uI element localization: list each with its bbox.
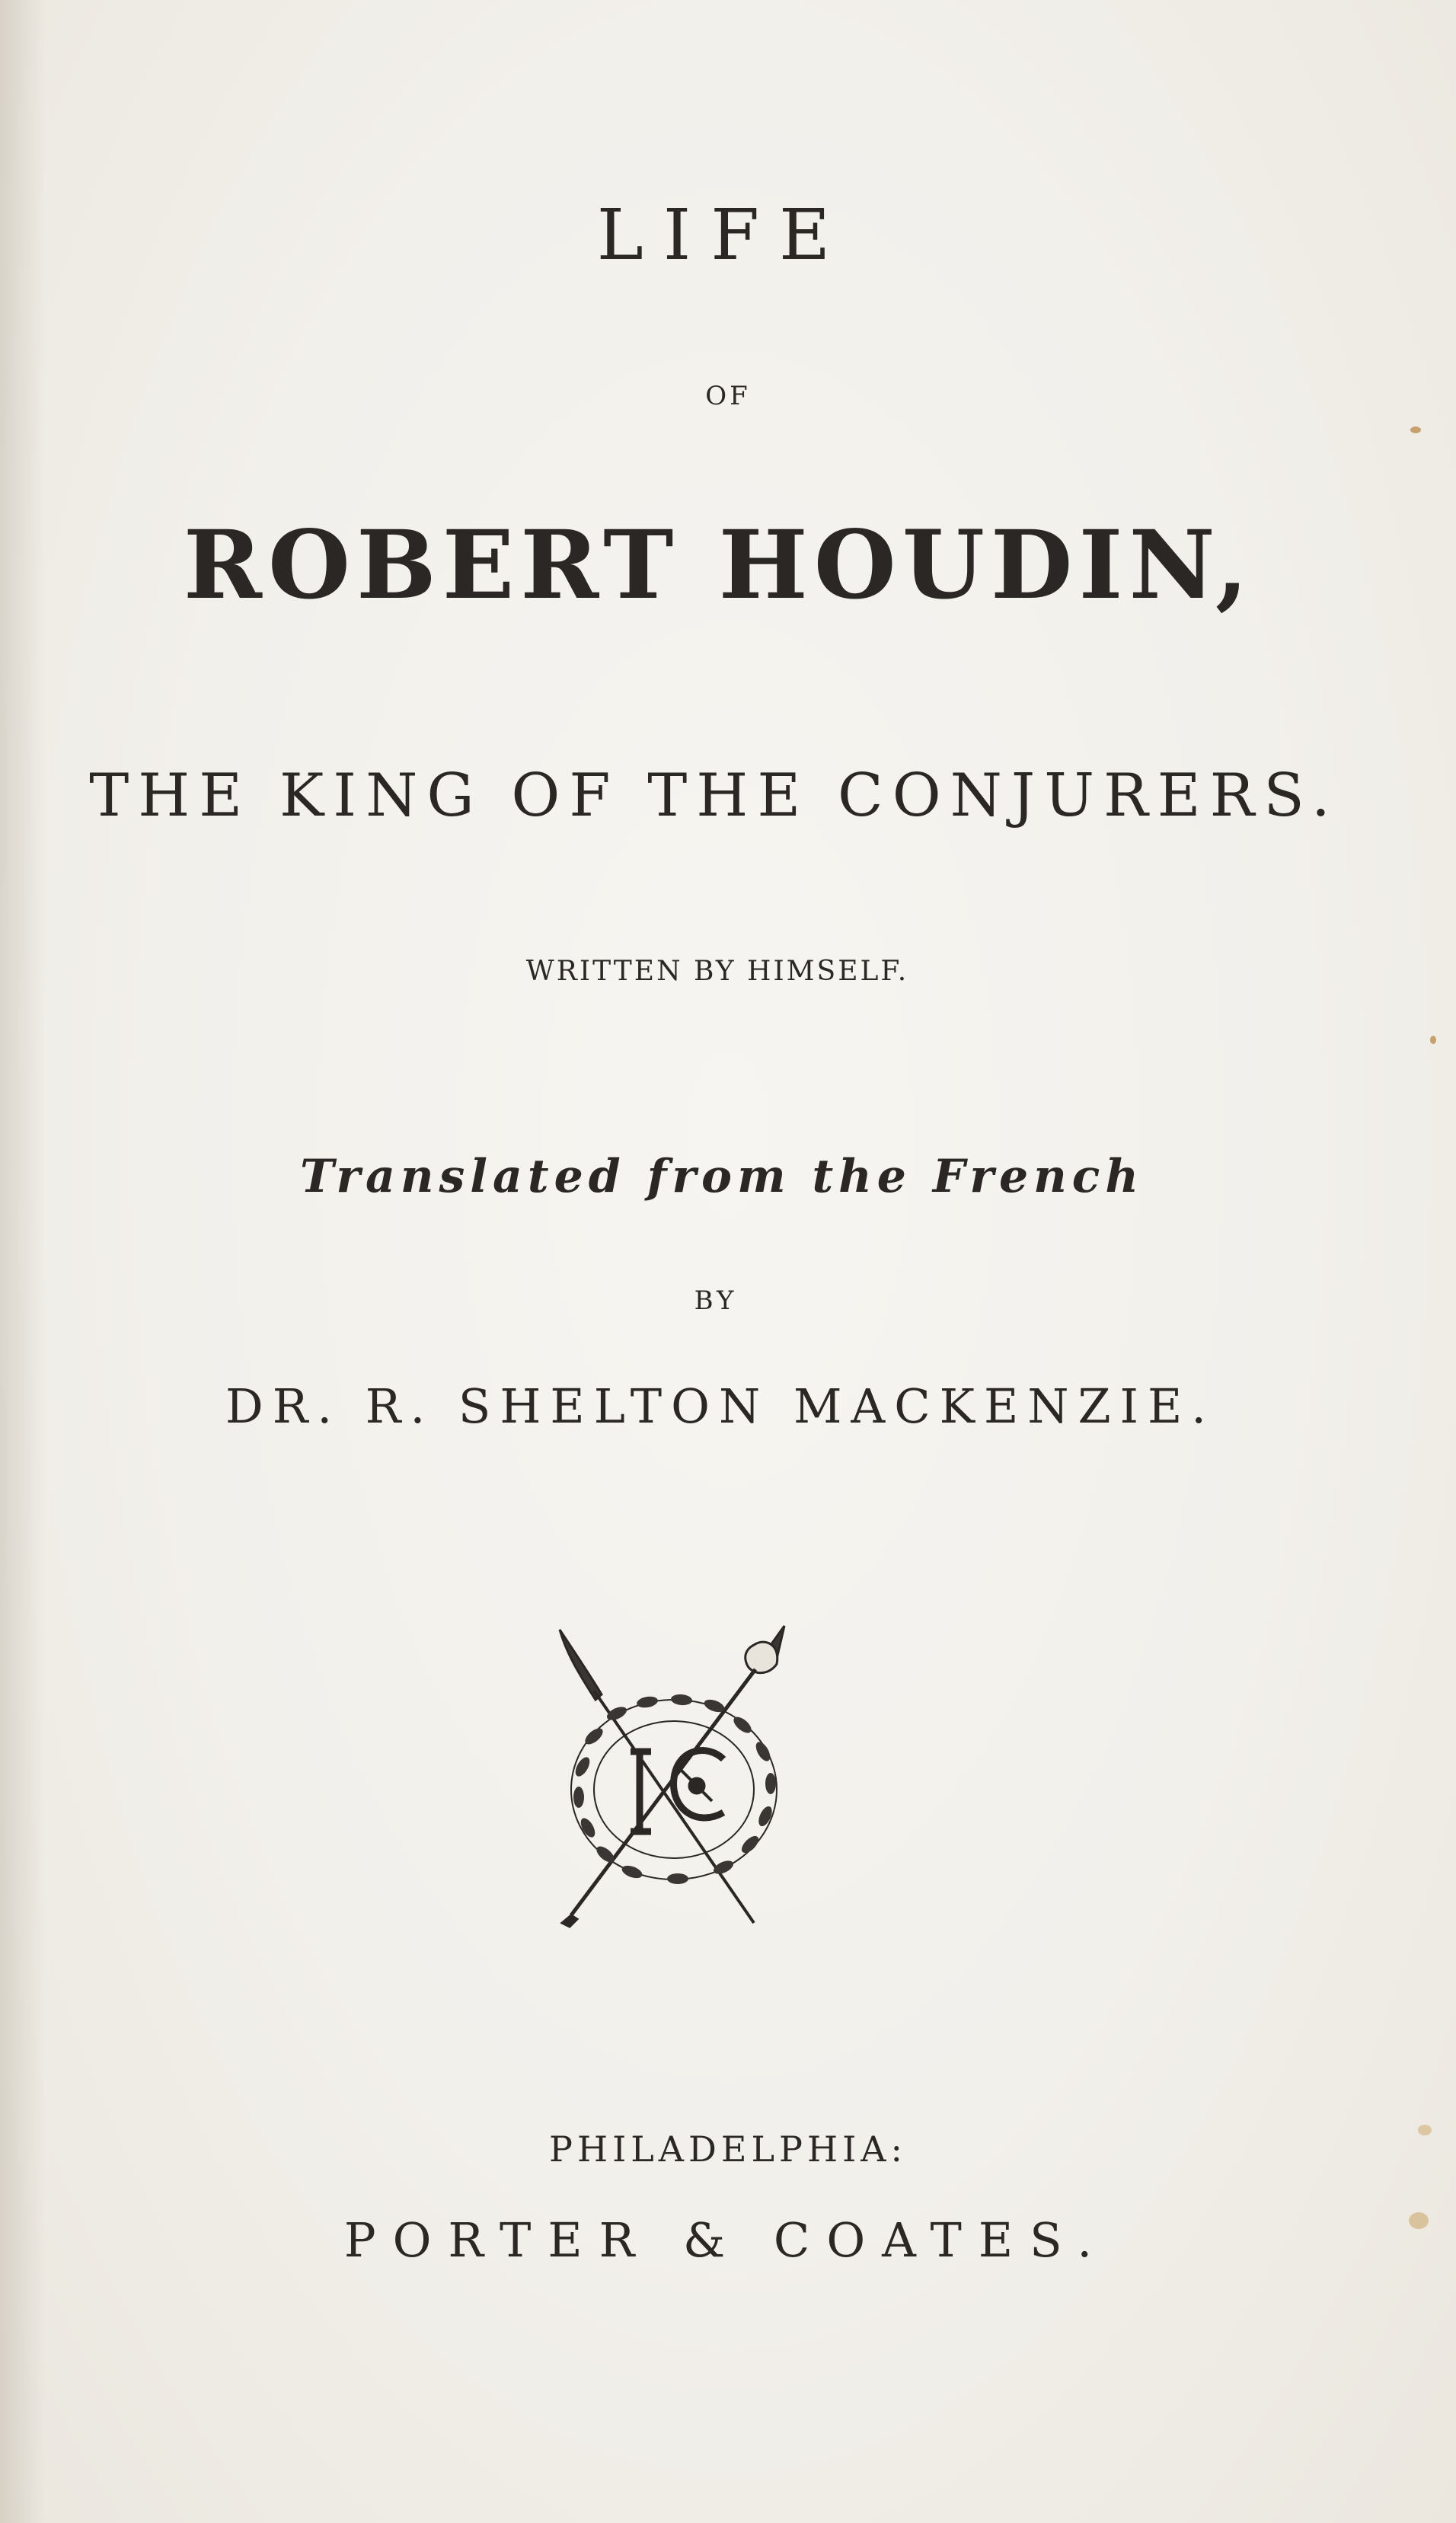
paper-speck bbox=[1409, 2212, 1429, 2229]
author-name: ROBERT HOUDIN, bbox=[183, 510, 1255, 621]
publisher-name: PORTER & COATES. bbox=[343, 2212, 1110, 2268]
wreath-monogram-emblem-icon bbox=[548, 1622, 800, 1942]
publication-city: PHILADELPHIA: bbox=[549, 2129, 907, 2170]
paper-speck bbox=[1418, 2125, 1432, 2135]
translator-name: DR. R. SHELTON MACKENZIE. bbox=[225, 1378, 1216, 1434]
title-connector: OF bbox=[705, 381, 751, 411]
paper-speck bbox=[1430, 1036, 1436, 1044]
translation-note: Translated from the French bbox=[300, 1150, 1144, 1203]
book-subtitle: THE KING OF THE CONJURERS. bbox=[89, 762, 1339, 830]
book-title: LIFE bbox=[596, 194, 851, 276]
paper-speck bbox=[1410, 426, 1421, 433]
translator-by: BY bbox=[694, 1285, 738, 1316]
authorship-note: WRITTEN BY HIMSELF. bbox=[525, 956, 909, 987]
